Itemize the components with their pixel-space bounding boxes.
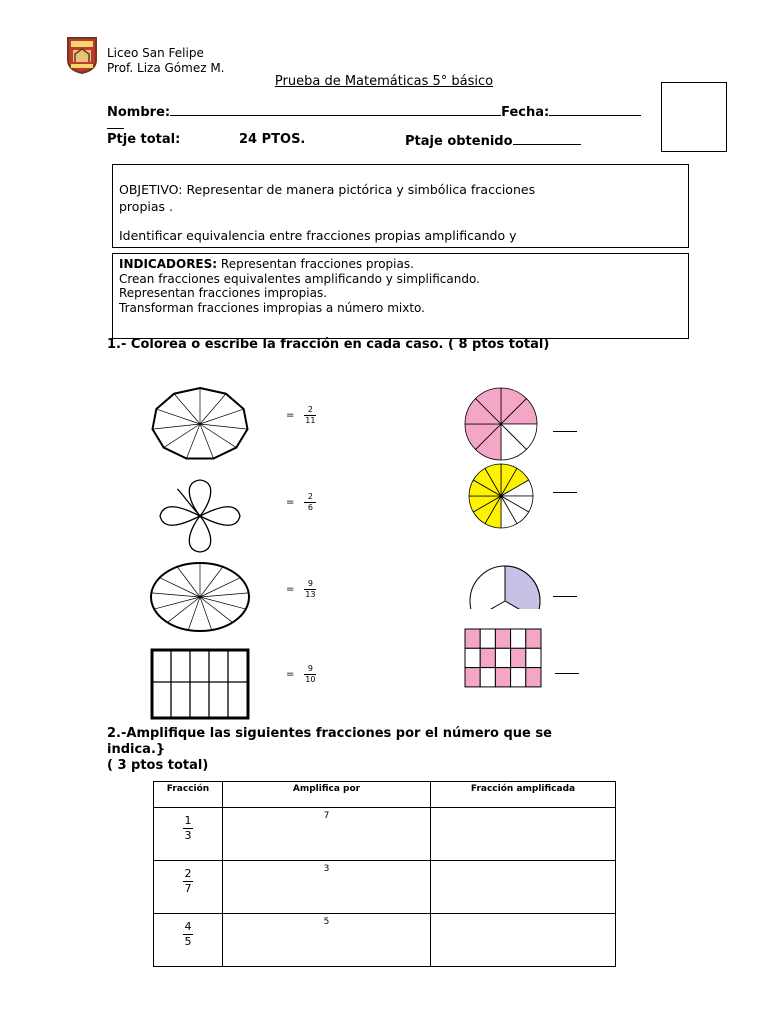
factor-cell: [223, 861, 431, 914]
section2-title-line3: ( 3 ptos total): [107, 758, 209, 773]
denominator: 11: [305, 416, 316, 425]
school-logo: [66, 36, 98, 74]
fraction-3: [286, 580, 316, 599]
header-amplify-by: Amplifica por: [223, 782, 431, 808]
answer-line-3[interactable]: [553, 596, 577, 597]
answer-cell[interactable]: [431, 861, 616, 914]
numerator: 1: [184, 814, 192, 827]
factor-value: 3: [323, 864, 330, 874]
grid-rectangle-shape[interactable]: [150, 648, 250, 720]
section2-title-line1: 2.-Amplifique las siguientes fracciones por el número que se: [107, 726, 552, 741]
factor-value: 7: [323, 811, 330, 821]
equals-sign: =: [286, 584, 295, 595]
section1-title: 1.- Colorea o escribe la fracción en cada caso. ( 8 ptos total): [107, 337, 550, 352]
pink-circle-shape: [462, 386, 540, 462]
table-row: [154, 914, 616, 967]
numerator: 2: [184, 867, 192, 880]
fraction-cell: [154, 914, 223, 967]
name-continuation-line: [107, 118, 124, 129]
denominator: 13: [305, 590, 316, 599]
denominator: 10: [305, 675, 316, 684]
objective-line1: OBJETIVO: Representar de manera pictórica y simbólica fracciones: [119, 182, 536, 197]
answer-line-1[interactable]: [553, 431, 577, 432]
ellipse-shape[interactable]: [148, 560, 252, 634]
objective-line2: propias .: [119, 199, 173, 214]
indicator-4: Transforman fracciones impropias a número mixto.: [119, 300, 425, 315]
table-header-row: [154, 782, 616, 808]
equals-sign: =: [286, 497, 295, 508]
factor-cell: [223, 808, 431, 861]
numerator: 4: [184, 920, 192, 933]
obtained-label: Ptaje obtenido: [405, 134, 513, 149]
amplify-table: [153, 781, 616, 967]
polygon-shape[interactable]: [148, 385, 252, 463]
answer-cell[interactable]: [431, 914, 616, 967]
total-value: 24 PTOS.: [239, 132, 306, 147]
school-info: [107, 46, 225, 76]
denominator: 7: [184, 882, 192, 895]
answer-line-4[interactable]: [555, 673, 579, 674]
flower-shape[interactable]: [150, 474, 250, 558]
fraction-4: [286, 665, 316, 684]
score-row: [107, 132, 607, 147]
name-field[interactable]: [170, 103, 501, 116]
date-field[interactable]: [549, 103, 641, 116]
denominator: 3: [184, 829, 192, 842]
objective-box: [112, 164, 689, 248]
school-name: Liceo San Felipe: [107, 46, 204, 60]
total-label: Ptje total:: [107, 132, 181, 147]
fraction-2: [286, 493, 316, 512]
header-amplified-fraction: Fracción amplificada: [431, 782, 616, 808]
indicators-label: INDICADORES:: [119, 257, 218, 271]
table-row: [154, 808, 616, 861]
page-title: Prueba de Matemáticas 5° básico: [274, 74, 494, 89]
fraction-cell: [154, 861, 223, 914]
indicator-2: Crean fracciones equivalentes amplificando y simplificando.: [119, 271, 480, 286]
numerator: 9: [307, 579, 313, 588]
numerator: 2: [307, 492, 313, 501]
objective-line3: Identificar equivalencia entre fracciones propias amplificando y: [119, 228, 517, 243]
date-label: Fecha:: [501, 105, 550, 120]
table-row: [154, 861, 616, 914]
answer-cell[interactable]: [431, 808, 616, 861]
lavender-circle-shape: [468, 562, 544, 610]
factor-cell: [223, 914, 431, 967]
equals-sign: =: [286, 669, 295, 680]
indicator-3: Representan fracciones impropias.: [119, 286, 328, 300]
answer-line-2[interactable]: [553, 492, 577, 493]
factor-value: 5: [323, 917, 330, 927]
section2-title: [107, 726, 552, 774]
name-row: [107, 103, 641, 120]
grade-box: [661, 82, 727, 152]
teacher-name: Prof. Liza Gómez M.: [107, 61, 225, 75]
denominator: 5: [184, 935, 192, 948]
indicators-box: [112, 253, 689, 339]
equals-sign: =: [286, 410, 295, 421]
fraction-cell: [154, 808, 223, 861]
indicator-1: Representan fracciones propias.: [217, 257, 414, 271]
fraction-1: [286, 406, 316, 425]
obtained-field[interactable]: [513, 132, 581, 145]
section2-title-line2: indica.}: [107, 742, 166, 757]
denominator: 6: [307, 503, 313, 512]
numerator: 9: [307, 664, 313, 673]
header-fraction: Fracción: [154, 782, 223, 808]
numerator: 2: [307, 405, 313, 414]
yellow-circle-shape: [463, 462, 539, 530]
name-label: Nombre:: [107, 105, 171, 120]
pink-grid-shape: [464, 628, 542, 688]
